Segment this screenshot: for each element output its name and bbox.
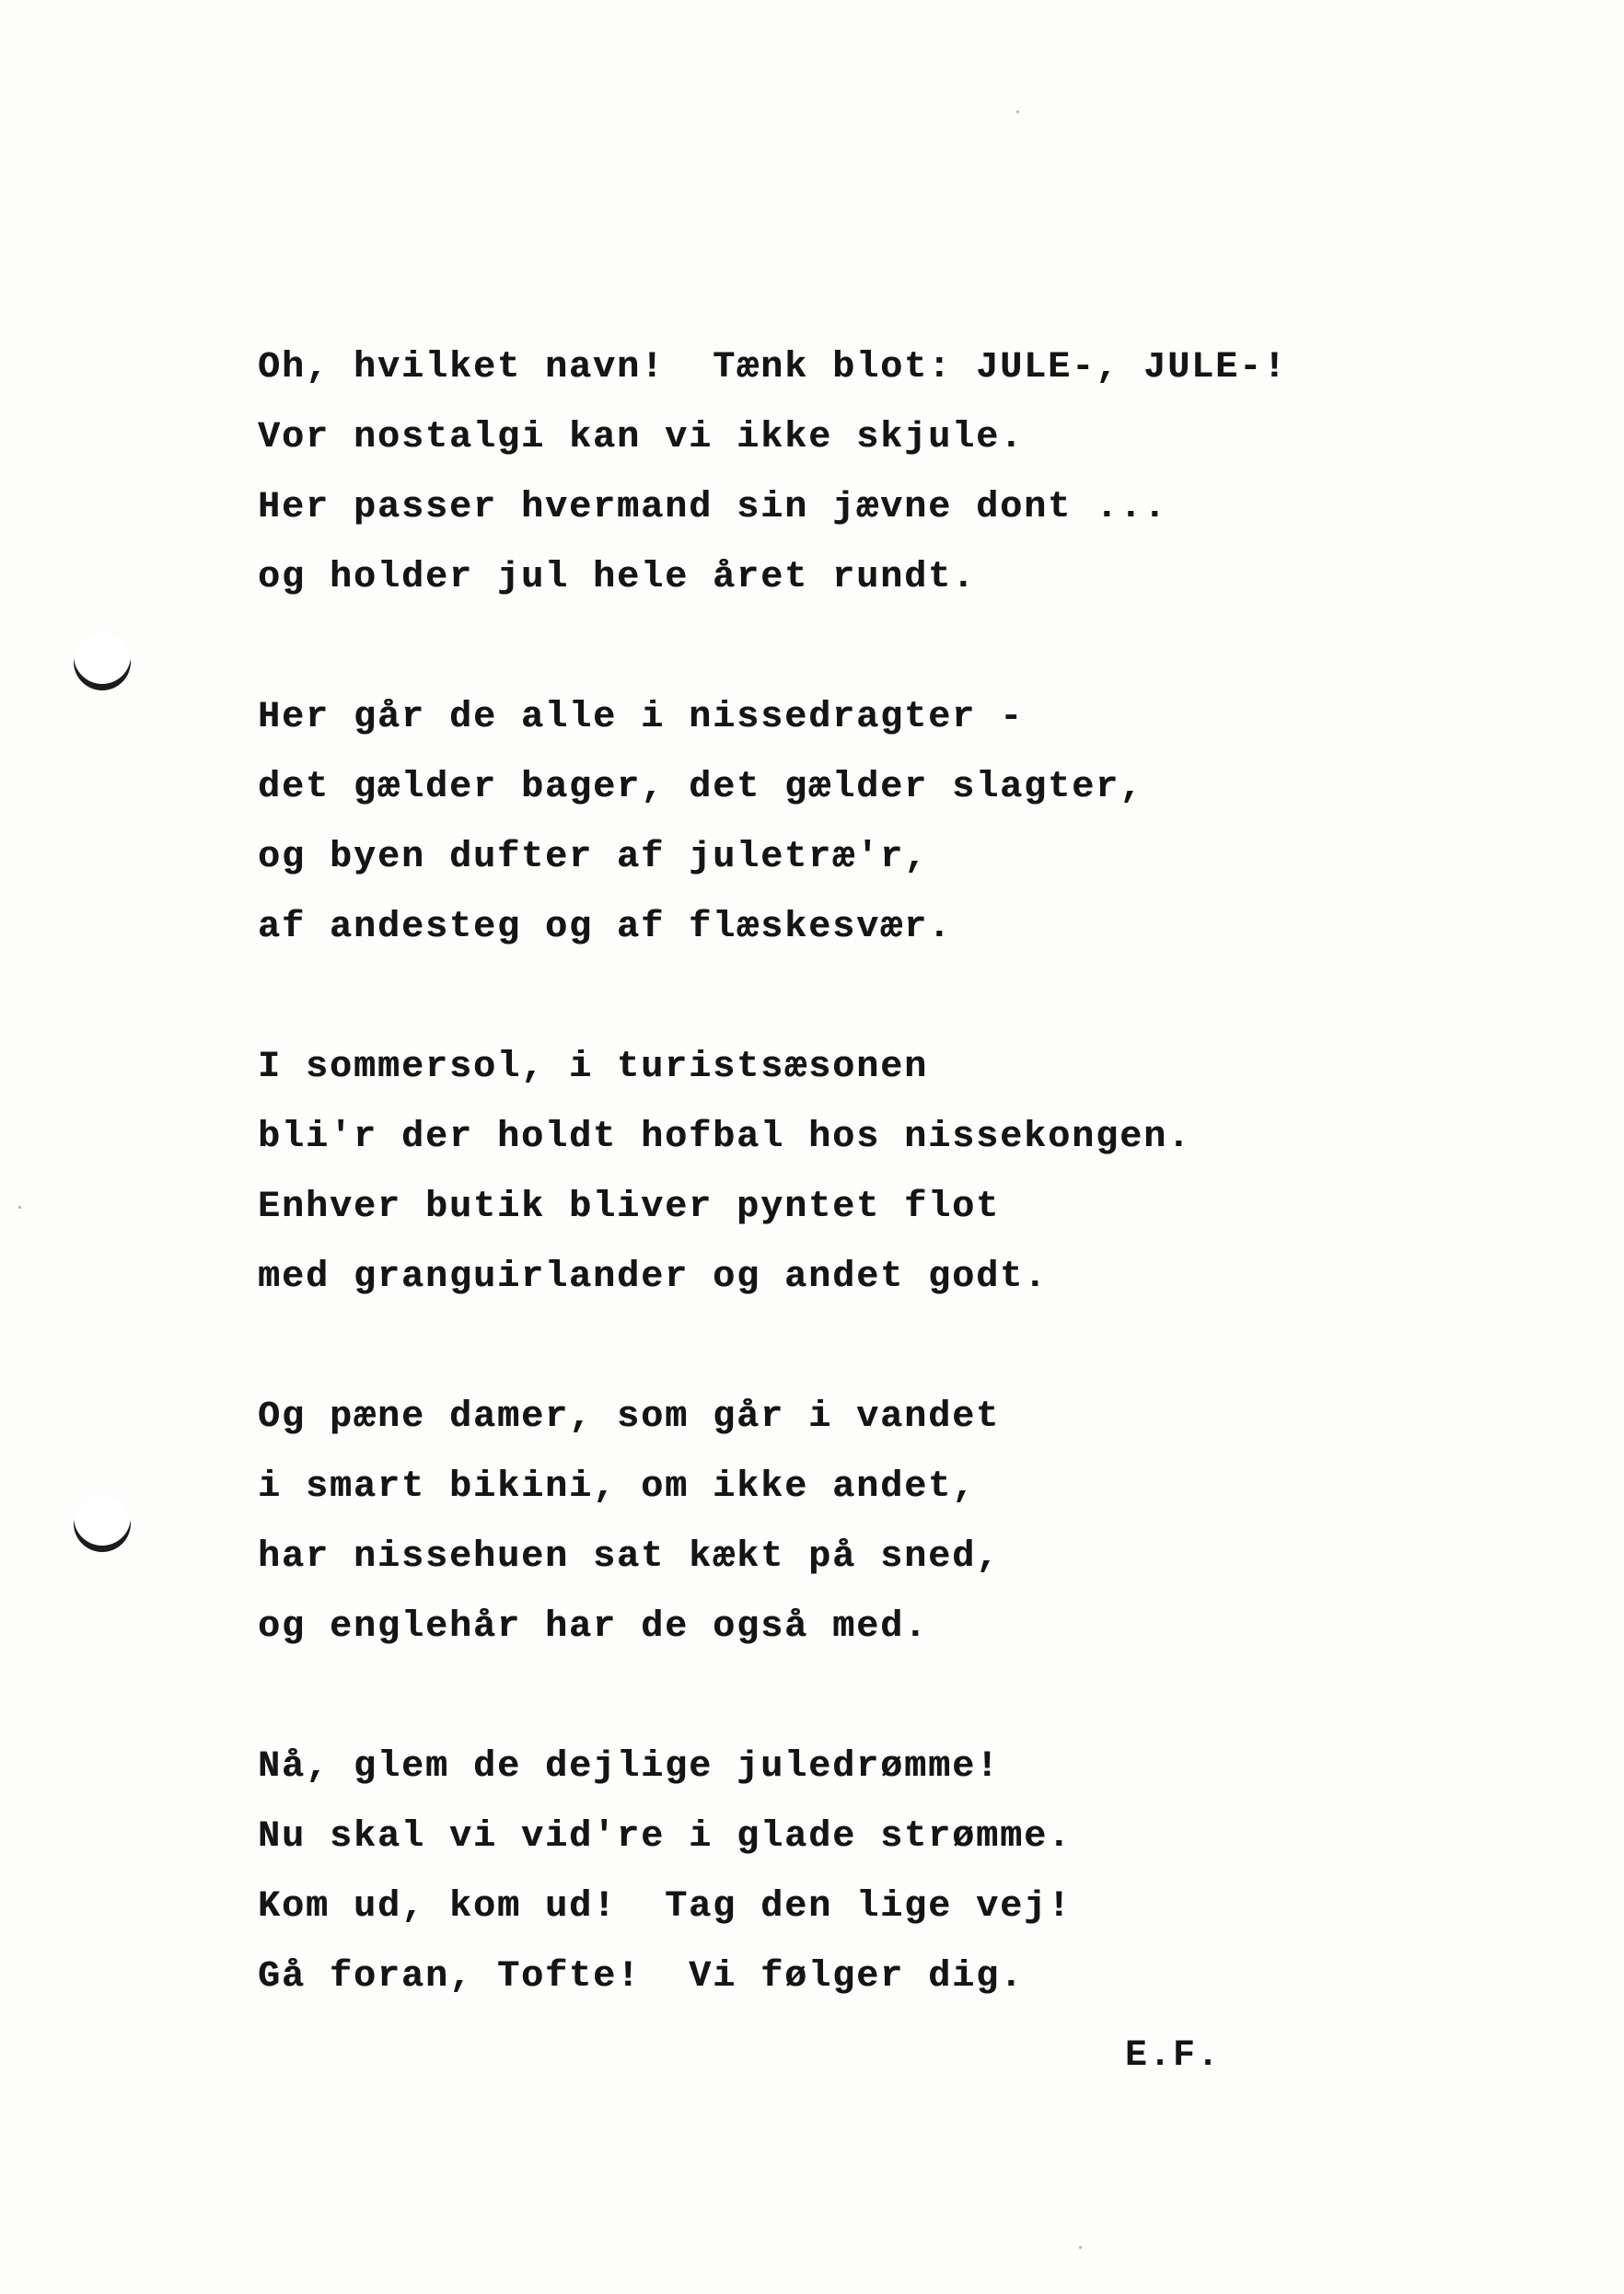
stanza-2 — [258, 683, 1455, 963]
poem-line: Vor nostalgi kan vi ikke skjule. — [258, 417, 1025, 458]
poem-line: Kom ud, kom ud! Tag den lige vej! — [258, 1886, 1073, 1928]
signature-initials: E.F. — [1125, 2035, 1222, 2077]
poem-line: Og pæne damer, som går i vandet — [258, 1396, 1001, 1438]
poem-line: Gå foran, Tofte! Vi følger dig. — [258, 1956, 1025, 1998]
poem-line: det gælder bager, det gælder slagter, — [258, 767, 1144, 808]
poem-line: og holder jul hele året rundt. — [258, 557, 977, 598]
poem-line: bli'r der holdt hofbal hos nissekongen. — [258, 1117, 1192, 1158]
stanza-1 — [258, 333, 1455, 613]
poem-line: Nu skal vi vid're i glade strømme. — [258, 1816, 1073, 1858]
stanza-3 — [258, 1033, 1455, 1313]
poem-line: og byen dufter af juletræ'r, — [258, 837, 929, 878]
poem — [258, 333, 1455, 2082]
punch-hole-bottom — [74, 1495, 131, 1552]
paper-speck — [1079, 2246, 1082, 2249]
poem-line: af andesteg og af flæskesvær. — [258, 907, 953, 948]
poem-line: I sommersol, i turistsæsonen — [258, 1047, 929, 1088]
punch-hole-top — [74, 633, 131, 690]
poem-line: og englehår har de også med. — [258, 1606, 929, 1648]
poem-line: Her passer hvermand sin jævne dont ... — [258, 487, 1168, 528]
poem-line: Her går de alle i nissedragter - — [258, 697, 1025, 738]
poem-line: Enhver butik bliver pyntet flot — [258, 1187, 1001, 1228]
poem-line: med granguirlander og andet godt. — [258, 1257, 1049, 1298]
poem-line: Nå, glem de dejlige juledrømme! — [258, 1746, 1001, 1788]
paper-speck — [18, 1206, 21, 1209]
stanza-5 — [258, 1732, 1455, 2012]
poem-line: Oh, hvilket navn! Tænk blot: JULE-, JULE-! — [258, 347, 1288, 388]
stanza-4 — [258, 1383, 1455, 1663]
poem-line: i smart bikini, om ikke andet, — [258, 1466, 977, 1508]
paper-speck — [1016, 110, 1019, 113]
poem-line: har nissehuen sat kækt på sned, — [258, 1536, 1001, 1578]
